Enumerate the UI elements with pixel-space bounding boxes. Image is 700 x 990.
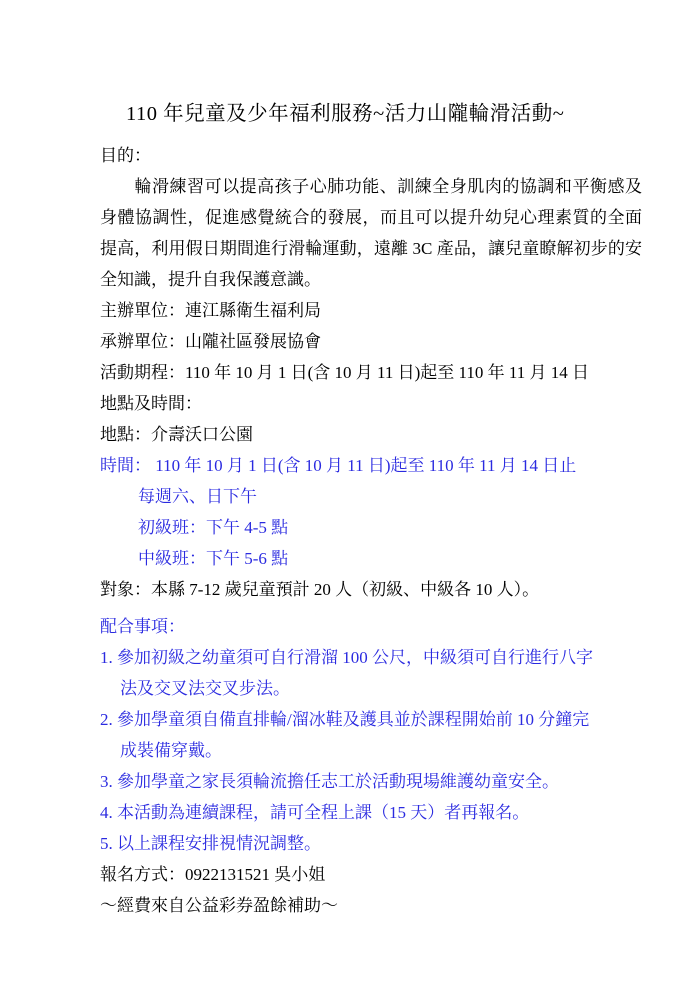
registration-line: 報名方式：0922131521 吳小姐	[100, 865, 326, 884]
notes-label: 配合事項：	[100, 617, 185, 636]
target-line: 對象：本縣 7-12 歲兒童預計 20 人（初級、中級各 10 人）。	[100, 580, 540, 599]
purpose-text: 輪滑練習可以提高孩子心肺功能、訓練全身肌肉的協調和平衡感及身體協調性，促進感覺統合的發展，而且可以提升幼兒心理素質的全面提高，利用假日期間進行滑輪運動，遠離 3C 產品，讓兒童瞭解初步的安全知識，提升自我保護意識。	[100, 177, 642, 289]
place-time-label: 地點及時間：	[100, 394, 202, 413]
list-item-number: 1.	[100, 648, 113, 667]
purpose-label: 目的：	[100, 146, 151, 165]
list-item-number: 4.	[100, 803, 113, 822]
co-organizer-line: 承辦單位：山隴社區發展協會	[100, 332, 321, 351]
list-item-number: 2.	[100, 710, 113, 729]
list-item-text: 參加初級之幼童須可自行滑溜 100 公尺，中級須可自行進行八字	[117, 648, 593, 667]
organizer-line: 主辦單位：連江縣衛生福利局	[100, 301, 321, 320]
list-item-continuation: 成裝備穿戴。	[120, 741, 222, 760]
list-item-text: 以上課程安排視情況調整。	[117, 834, 321, 853]
list-item-continuation: 法及交叉法交叉步法。	[120, 679, 290, 698]
class-beginner-line: 初級班：下午 4-5 點	[138, 518, 289, 537]
list-item	[100, 704, 642, 735]
place-line: 地點：介壽沃口公園	[100, 425, 253, 444]
page-title: 110 年兒童及少年福利服務~活力山隴輪滑活動~	[126, 103, 565, 125]
time-line-1: 時間： 110 年 10 月 1 日(含 10 月 11 日)起至 110 年 11 月 14 日止	[100, 456, 577, 475]
list-item	[100, 828, 642, 859]
class-intermediate-line: 中級班：下午 5-6 點	[138, 549, 289, 568]
funding-line: ～經費來自公益彩券盈餘補助～	[100, 896, 338, 915]
list-item	[100, 642, 642, 673]
list-item-text: 參加學童之家長須輪流擔任志工於活動現場維護幼童安全。	[117, 772, 559, 791]
list-item-text: 本活動為連續課程，請可全程上課（15 天）者再報名。	[117, 803, 530, 822]
duration-line: 活動期程：110 年 10 月 1 日(含 10 月 11 日)起至 110 年 11 月 14 日	[100, 363, 590, 382]
list-item-number: 3.	[100, 772, 113, 791]
time-line-2: 每週六、日下午	[138, 487, 257, 506]
list-item	[100, 797, 642, 828]
list-item	[100, 766, 642, 797]
list-item-text: 參加學童須自備直排輪/溜冰鞋及護具並於課程開始前 10 分鐘完	[117, 710, 590, 729]
list-item-number: 5.	[100, 834, 113, 853]
purpose-paragraph	[100, 171, 642, 295]
